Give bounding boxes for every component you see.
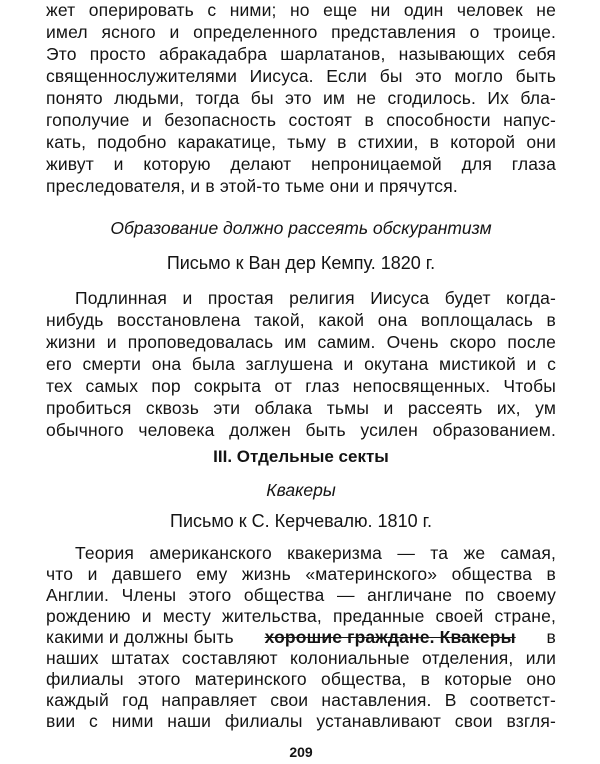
text-line: вии с ними наши филиалы устанавливают свои взгля- [46,711,556,731]
text-line: священнослужителями Иисуса. Если бы это могло быть [46,66,556,86]
text-line: каждый год направляет свои наставления. В соответст- [46,690,556,710]
text-line: что и давшего ему жизнь «материнского» общества в [46,564,556,584]
text-fragment: какими и должны быть [46,627,234,647]
text-line: жет оперировать с ними; но еще ни один человек не [46,0,556,20]
text-line: нибудь восстановлена такой, какой она воплощалась в [46,310,556,330]
text-line: пробиться сквозь эти облака тьмы и рассеять их, ум [46,398,556,418]
text-line: Англии. Члены этого общества — англичане по своему [46,585,556,605]
text-line: рождению и месту жительства, преданные своей стране, [46,606,556,626]
letter-heading: Письмо к С. Керчевалю. 1810 г. [170,511,432,531]
page-number: 209 [289,744,313,760]
text-line [46,626,556,648]
text-line: филиалы этого материнского общества, в которые оно [46,669,556,689]
text-line: жизни и проповедовалась им самим. Очень скоро после [46,332,556,352]
text-line: Подлинная и простая религия Иисуса будет когда- [75,288,556,308]
text-line: наших штатах составляют колониальные отделения, или [46,648,556,668]
text-line: понято людьми, тогда бы это им не сгодилось. Их бла- [46,88,556,108]
text-line: имел ясного и определенного представления о троице. [46,22,556,42]
text-line: живут и которую делают непроницаемой для глаза [46,154,556,174]
text-fragment: в [546,627,556,647]
text-line: кать, подобно каракатице, тьму в стихии, в которой они [46,132,556,152]
text-line: обычного человека должен быть усилен образованием. [46,420,556,440]
subsection-title: Квакеры [266,480,336,500]
text-line: преследователя, и в этой-то тьме они и прячутся. [46,176,458,196]
text-line: гополучие и безопасность состоят в способности напус- [46,110,556,130]
section-title: III. Отдельные секты [213,447,389,466]
smudged-text: хорошие граждане. Квакеры [264,627,516,647]
text-line: Это просто абракадабра шарлатанов, называющих себя [46,44,556,64]
text-line: тех самых пор сокрыта от глаз непосвященных. Чтобы [46,376,556,396]
letter-heading: Письмо к Ван дер Кемпу. 1820 г. [166,253,436,273]
subsection-title: Образование должно рассеять обскурантизм [110,218,492,238]
text-line: его смерти она была заглушена и окутана мистикой и с [46,354,556,374]
text-line: Теория американского квакеризма — та же самая, [75,543,556,563]
